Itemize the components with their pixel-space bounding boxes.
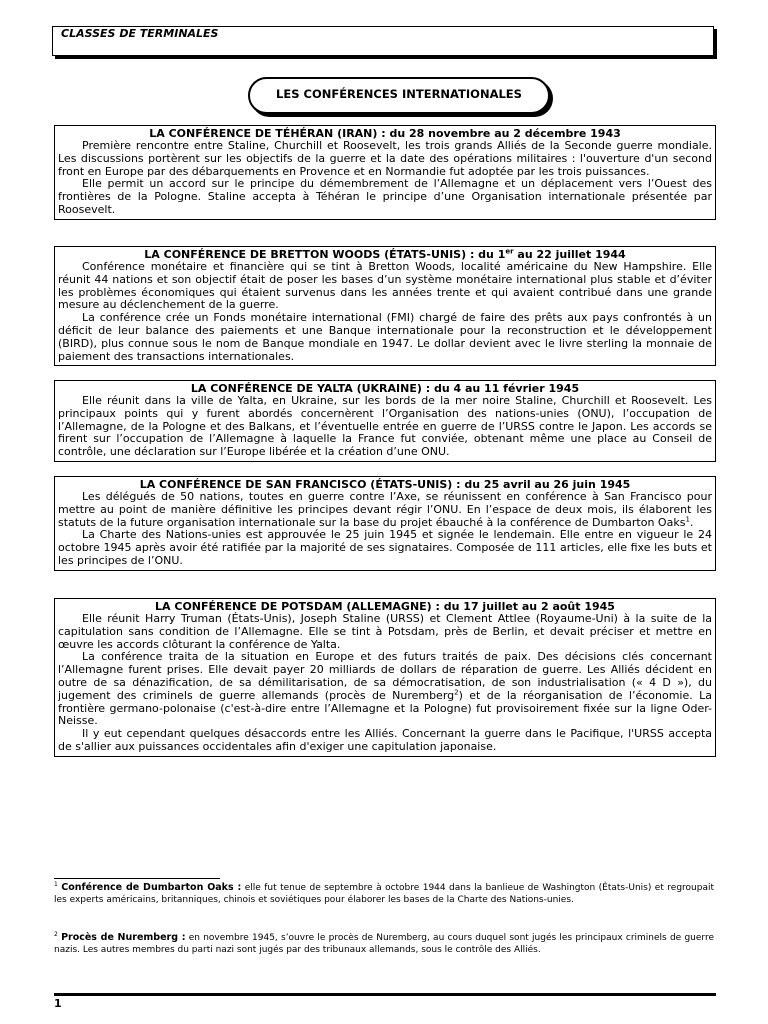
section-teheran — [54, 125, 716, 220]
section-paragraph: Elle réunit Harry Truman (États-Unis), Joseph Staline (URSS) et Clement Attlee (Royaume-Uni) à la suite de la capitulation sans condition de l’Allemagne. Elle se tint à Potsdam, près de Berlin, et devait préciser et mettre en œuvre les accords clôturant la conférence de Yalta. — [58, 612, 712, 651]
section-paragraph: La conférence traita de la situation en Europe et des futurs traités de paix. Des décisions clés concernant l’Allemagne furent prises. Elle devait payer 20 milliards de dollars de réparation de guerre. Les Alliés décident en outre de sa dénazification, de sa démilitarisation, de sa démocratisation, de son industrialisation (« 4 D »), du jugement des criminels de guerre allemands (procès de Nuremberg$^2$) et de la réorganisation de l’économie. La frontière germano-polonaise (c'est-à-dire entre l’Allemagne et la Pologne) fut provisoirement fixée sur la ligne Oder-Neisse. — [58, 650, 712, 728]
footnote-term: Conférence de Dumbarton Oaks : — [61, 882, 242, 893]
section-san-francisco — [54, 476, 716, 571]
section-yalta — [54, 380, 716, 462]
section-paragraph: La conférence crée un Fonds monétaire international (FMI) chargé de faire des prêts aux pays confrontés à un déficit de leur balance des paiements et une Banque internationale pour la reconstruction et le développement (BIRD), plus connue sous le nom de Banque mondiale en 1947. Le dollar devient avec le livre sterling la monnaie de paiement des transactions internationales. — [58, 311, 712, 363]
footnote-separator — [54, 878, 220, 879]
page-bottom-rule — [54, 993, 716, 996]
page-number: 1 — [54, 997, 62, 1010]
footnote-1 — [54, 882, 714, 906]
section-paragraph: Première rencontre entre Staline, Churchill et Roosevelt, les trois grands Alliés de la Seconde guerre mondiale. Les discussions portèrent sur les objectifs de la guerre et la date des opérations militaires : l'ouverture d'un second front en Europe par des débarquements en Provence et en Normandie fut adoptée par les trois puissances. — [58, 139, 712, 178]
section-paragraph: Il y eut cependant quelques désaccords entre les Alliés. Concernant la guerre dans le Pacifique, l'URSS accepta de s'allier aux puissances occidentales afin d'exiger une capitulation japonaise. — [58, 727, 712, 753]
footnote-ref-2: 2 — [454, 688, 459, 697]
header-label: CLASSES DE TERMINALES — [61, 27, 219, 40]
section-potsdam — [54, 598, 716, 757]
section-paragraph: Les délégués de 50 nations, toutes en guerre contre l’Axe, se réunissent en conférence à San Francisco pour mettre au point de manière définitive les principes devant régir l’ONU. En l’espace de deux mois, ils élaborent les statuts de la future organisation internationale sur la base du projet ébauché à la conférence de Dumbarton Oaks$^1$. — [58, 490, 712, 529]
header-box — [52, 26, 714, 56]
section-paragraph: Conférence monétaire et financière qui se tint à Bretton Woods, localité américaine du New Hampshire. Elle réunit 44 nations et son objectif était de poser les bases d’un système monétaire international plus stable et d’éviter les problèmes économiques qui étaient survenus dans les années trente et qui avaient contribué dans une grande mesure au déclenchement de la guerre. — [58, 260, 712, 312]
footnote-number: 2 — [54, 931, 58, 938]
footnote-ref-1: 1 — [685, 514, 690, 523]
section-paragraph: Elle réunit dans la ville de Yalta, en Ukraine, sur les bords de la mer noire Staline, Churchill et Roosevelt. Les principaux points qui y furent abordés concernèrent l’Organisation des nations-unies (ONU), l’occupation de l’Allemagne, de la Pologne et des Balkans, et l’éventuelle entrée en guerre de l’URSS contre le Japon. Les accords se firent sur l’occupation de l’Allemagne à laquelle la France fut conviée, obtenant même une place au Conseil de contrôle, une déclaration sur l’Europe libérée et la création d’une ONU. — [58, 394, 712, 459]
section-title: LA CONFÉRENCE DE TÉHÉRAN (IRAN) : du 28 novembre au 2 décembre 1943 — [149, 127, 621, 140]
section-title: LA CONFÉRENCE DE SAN FRANCISCO (ÉTATS-UNIS) : du 25 avril au 26 juin 1945 — [139, 478, 631, 491]
document-title — [248, 77, 550, 114]
footnote-term: Procès de Nuremberg : — [61, 932, 186, 943]
document-title-text: LES CONFÉRENCES INTERNATIONALES — [276, 87, 522, 101]
footnote-text: en novembre 1945, s’ouvre le procès de Nuremberg, au cours duquel sont jugés les principaux criminels de guerre nazis. Les autres membres du parti nazi sont jugés par des tribunaux allemands, sous le contrôle des Alliés. — [54, 933, 714, 955]
footnote-number: 1 — [54, 881, 58, 888]
section-paragraph: Elle permit un accord sur le principe du démembrement de l’Allemagne et un déplacement vers l’Ouest des frontières de la Pologne. Staline accepta à Téhéran le principe d’une Organisation internationale présentée par Roosevelt. — [58, 177, 712, 216]
footnote-text: elle fut tenue de septembre à octobre 1944 dans la banlieue de Washington (États-Unis) et regroupait les experts américains, britanniques, chinois et soviétiques pour élaborer les bases de la Charte des Nations-unies. — [54, 883, 714, 905]
section-title: LA CONFÉRENCE DE BRETTON WOODS (ÉTATS-UNIS) : du 1er au 22 juillet 1944 — [144, 247, 626, 261]
section-title: LA CONFÉRENCE DE POTSDAM (ALLEMAGNE) : du 17 juillet au 2 août 1945 — [155, 600, 615, 613]
section-paragraph: La Charte des Nations-unies est approuvée le 25 juin 1945 et signée le lendemain. Elle entre en vigueur le 24 octobre 1945 après avoir été ratifiée par la majorité de ses signataires. Composée de 111 articles, elle fixe les buts et les principes de l’ONU. — [58, 528, 712, 567]
section-bretton-woods — [54, 246, 716, 366]
section-title: LA CONFÉRENCE DE YALTA (UKRAINE) : du 4 au 11 février 1945 — [190, 382, 580, 395]
footnote-2 — [54, 932, 714, 956]
